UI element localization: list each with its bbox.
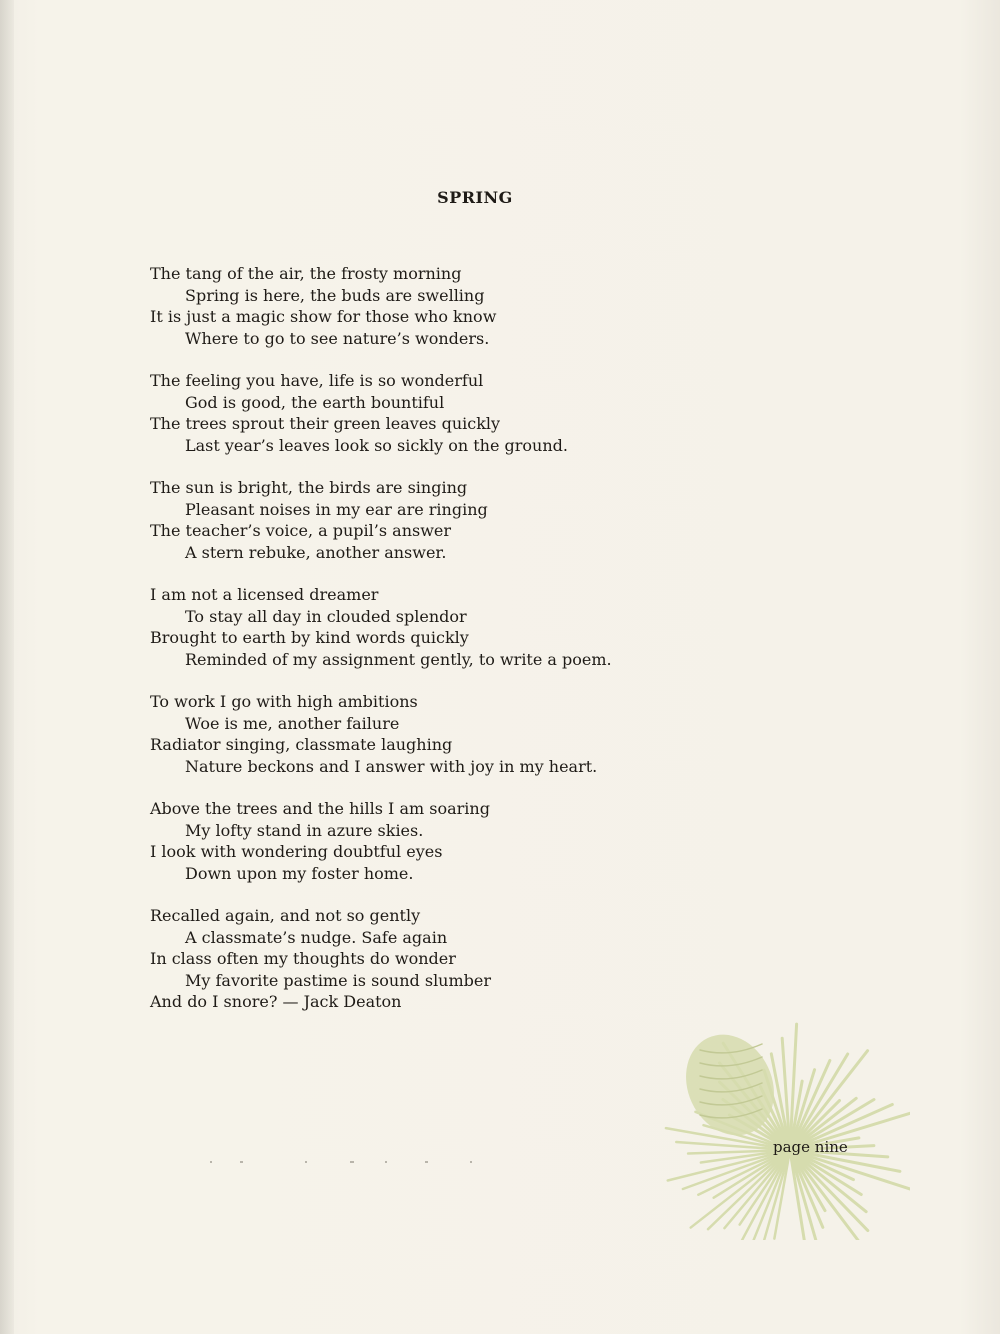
poem-line: Radiator singing, classmate laughing xyxy=(150,735,453,754)
poem-line: Recalled again, and not so gently xyxy=(150,906,421,925)
poem-line: Where to go to see nature’s wonders. xyxy=(185,328,490,348)
poem-line: Brought to earth by kind words quickly xyxy=(150,628,469,647)
poem-stanza xyxy=(150,477,612,563)
page-number: page nine xyxy=(773,1138,848,1156)
poem-stanza xyxy=(150,263,612,349)
print-specks xyxy=(210,1159,510,1165)
poem-line: I look with wondering doubtful eyes xyxy=(150,842,443,861)
poem-line: Down upon my foster home. xyxy=(185,863,414,883)
poem-line: Reminded of my assignment gently, to write a poem. xyxy=(185,649,612,669)
poem-line: A classmate’s nudge. Safe again xyxy=(185,927,448,947)
poem-line: My lofty stand in azure skies. xyxy=(185,820,424,840)
poem-line: Above the trees and the hills I am soaring xyxy=(150,799,490,818)
poem-stanza xyxy=(150,798,612,884)
poem-line: The trees sprout their green leaves quickly xyxy=(150,414,501,433)
poem-line: A stern rebuke, another answer. xyxy=(185,542,447,562)
poem-line: The teacher’s voice, a pupil’s answer xyxy=(150,521,452,540)
poem-stanza xyxy=(150,691,612,777)
poem-line: And do I snore? — Jack Deaton xyxy=(150,992,402,1011)
poem-title: SPRING xyxy=(437,188,513,207)
poem-line: The feeling you have, life is so wonderful xyxy=(150,371,484,390)
poem-line: In class often my thoughts do wonder xyxy=(150,949,456,968)
poem-line: God is good, the earth bountiful xyxy=(185,392,445,412)
poem-line: Woe is me, another failure xyxy=(185,713,400,733)
poem-line: The sun is bright, the birds are singing xyxy=(150,478,468,497)
poem-line: Spring is here, the buds are swelling xyxy=(185,285,485,305)
poem-line: I am not a licensed dreamer xyxy=(150,585,379,604)
poem-line: To work I go with high ambitions xyxy=(150,692,418,711)
pine-cone-illustration xyxy=(650,1010,910,1240)
poem-line: It is just a magic show for those who know xyxy=(150,307,497,326)
poem-line: Nature beckons and I answer with joy in my heart. xyxy=(185,756,598,776)
poem-stanza xyxy=(150,584,612,670)
poem-stanza xyxy=(150,370,612,456)
poem-body xyxy=(150,263,612,1034)
poem-line: Last year’s leaves look so sickly on the ground. xyxy=(185,435,568,455)
poem-stanza xyxy=(150,905,612,1013)
poem-line: Pleasant noises in my ear are ringing xyxy=(185,499,488,519)
poem-line: The tang of the air, the frosty morning xyxy=(150,264,462,283)
poem-line: My favorite pastime is sound slumber xyxy=(185,970,492,990)
poem-line: To stay all day in clouded splendor xyxy=(185,606,467,626)
